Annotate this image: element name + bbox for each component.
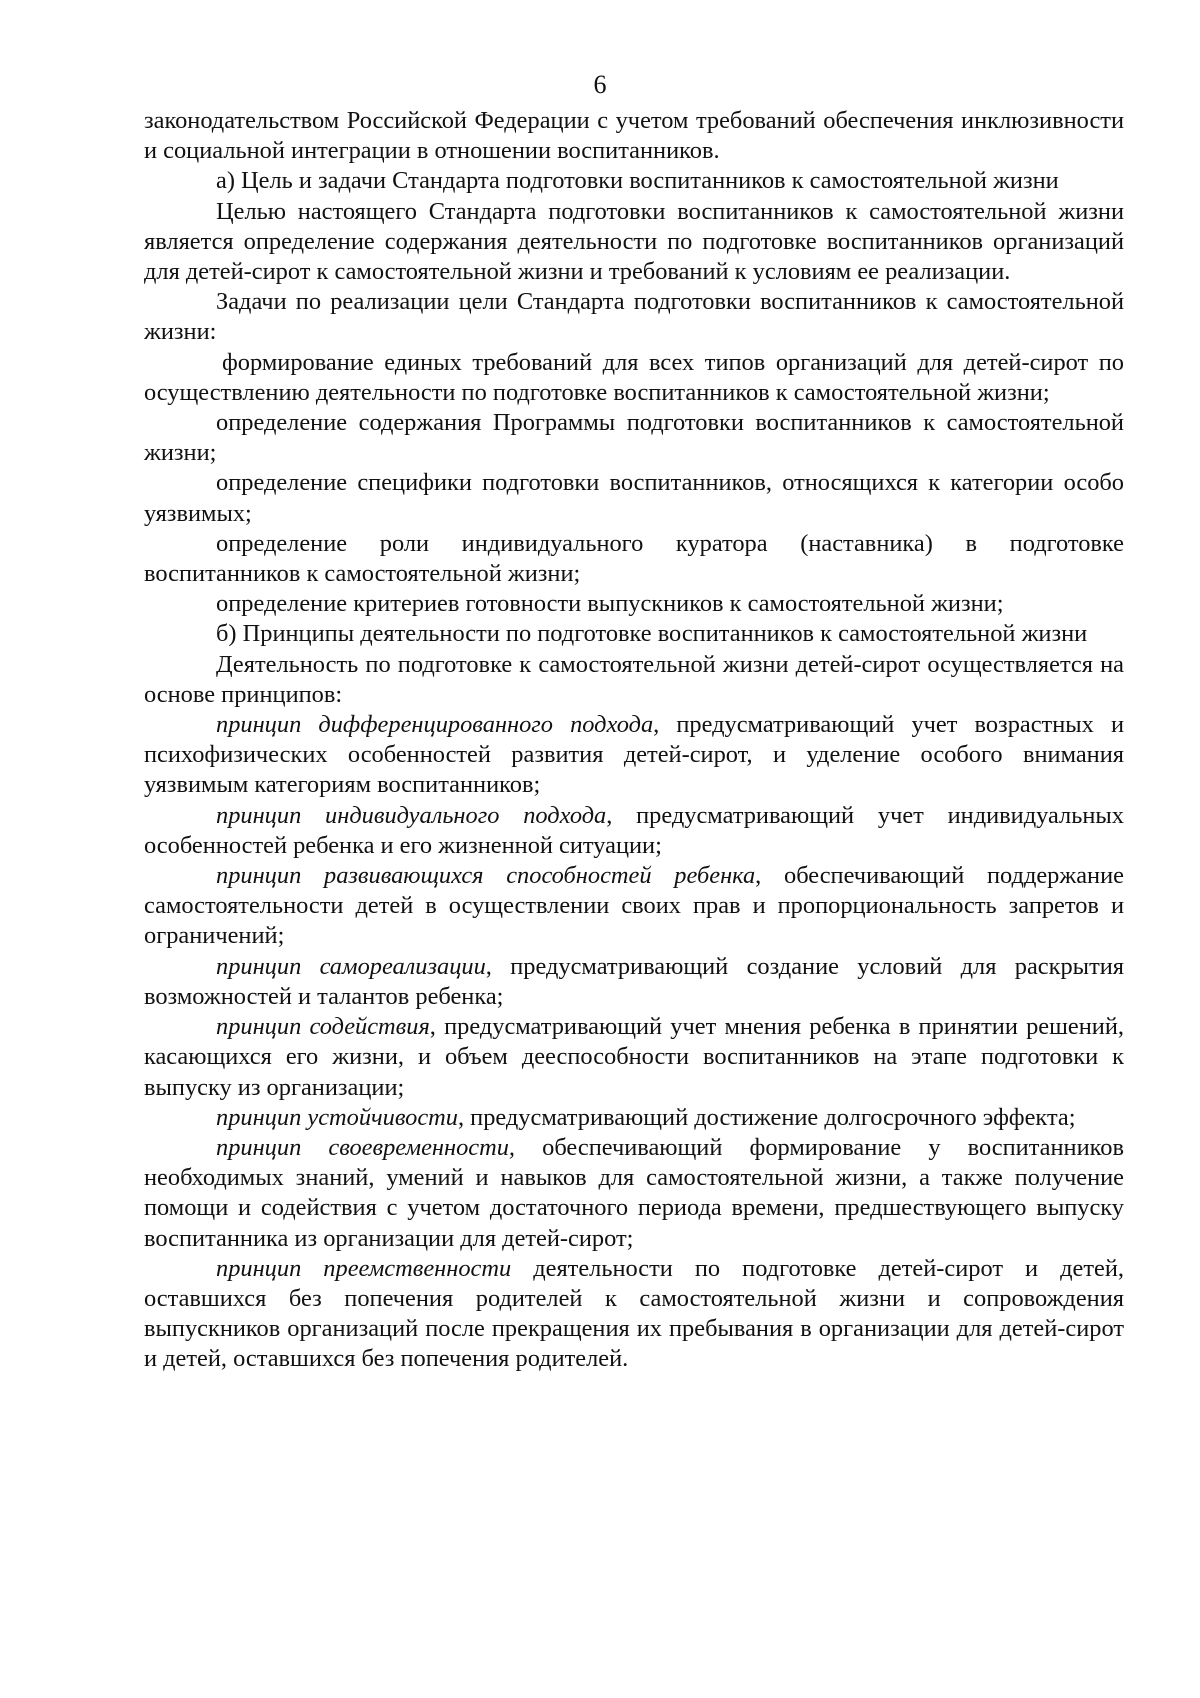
list-item-task-5: определение критериев готовности выпускников к самостоятельной жизни; xyxy=(216,590,1004,618)
principle-item xyxy=(144,1012,1124,1103)
list-item-task-1: формирование единых требований для всех типов организаций для детей-сирот по осуществлению деятельности по подготовке воспитанников к самостоятельной жизни; xyxy=(144,348,1124,406)
list-item-task-2: определение содержания Программы подготовки воспитанников к самостоятельной жизни; xyxy=(144,409,1124,467)
principle-text: , предусматривающий учет мнения ребенка в принятии решений, касающихся его жизни, и объем дееспособности воспитанников на этапе подготовки к выпуску из организации; xyxy=(144,1013,1124,1101)
principle-term: принцип преемственности xyxy=(216,1254,512,1282)
principle-item xyxy=(144,1133,1124,1254)
paragraph-continuation: законодательством Российской Федерации с учетом требований обеспечения инклюзивности и социальной интеграции в отношении воспитанников. xyxy=(144,107,1124,165)
page-number: 6 xyxy=(593,70,607,99)
principle-text: деятельности по подготовке детей-сирот и детей, оставшихся без попечения родителей к самостоятельной жизни и сопровождения выпускников организаций после прекращения их пребывания в организации для детей-сирот и детей, оставшихся без попечения родителей. xyxy=(144,1254,1124,1373)
document-body xyxy=(144,106,1124,1375)
principle-text: , предусматривающий достижение долгосрочного эффекта; xyxy=(457,1103,1076,1131)
paragraph-tasks-intro: Задачи по реализации цели Стандарта подготовки воспитанников к самостоятельной жизни: xyxy=(144,288,1124,346)
principle-term: принцип самореализации xyxy=(216,952,486,980)
principle-term: принцип устойчивости xyxy=(216,1103,458,1131)
list-item-task-3: определение специфики подготовки воспитанников, относящихся к категории особо уязвимых; xyxy=(144,469,1124,527)
principle-text: , предусматривающий учет индивидуальных особенностей ребенка и его жизненной ситуации; xyxy=(144,801,1124,859)
principle-term: принцип своевременности, xyxy=(216,1133,516,1161)
principle-term: принцип содействия xyxy=(216,1013,430,1041)
section-heading-goals: а) Цель и задачи Стандарта подготовки воспитанников к самостоятельной жизни xyxy=(216,167,1059,195)
principle-text: , обеспечивающий поддержание самостоятельности детей в осуществлении своих прав и пропорциональность запретов и ограничений; xyxy=(144,862,1124,950)
principle-text: , предусматривающий учет возрастных и психофизических особенностей развития детей-сирот, и уделение особого внимания уязвимым категориям воспитанников; xyxy=(144,711,1124,799)
principle-item xyxy=(144,710,1124,801)
principle-item xyxy=(144,1103,1124,1133)
section-heading-principles: б) Принципы деятельности по подготовке воспитанников к самостоятельной жизни xyxy=(216,620,1088,648)
principle-item xyxy=(144,1254,1124,1375)
principle-text: , предусматривающий создание условий для раскрытия возможностей и талантов ребенка; xyxy=(144,952,1125,1010)
principle-term: принцип индивидуального подхода xyxy=(216,801,607,829)
list-item-task-4: определение роли индивидуального куратора (наставника) в подготовке воспитанников к самостоятельной жизни; xyxy=(144,529,1124,588)
paragraph-goal: Целью настоящего Стандарта подготовки воспитанников к самостоятельной жизни является определение содержания деятельности по подготовке воспитанников организаций для детей-сирот к самостоятельной жизни и требований к условиям ее реализации. xyxy=(144,197,1124,286)
principle-item xyxy=(144,861,1124,952)
principle-item xyxy=(144,801,1124,861)
paragraph-principles-intro: Деятельность по подготовке к самостоятельной жизни детей-сирот осуществляется на основе принципов: xyxy=(144,650,1124,708)
principle-term: принцип развивающихся способностей ребенка xyxy=(216,862,756,890)
principle-term: принцип дифференцированного подхода xyxy=(216,711,654,739)
principle-text: обеспечивающий формирование у воспитанников необходимых знаний, умений и навыков для самостоятельной жизни, а также получение помощи и содействия с учетом достаточного периода времени, предшествующего выпуску воспитанника из организации для детей-сирот; xyxy=(144,1133,1124,1252)
principle-item xyxy=(144,952,1124,1012)
